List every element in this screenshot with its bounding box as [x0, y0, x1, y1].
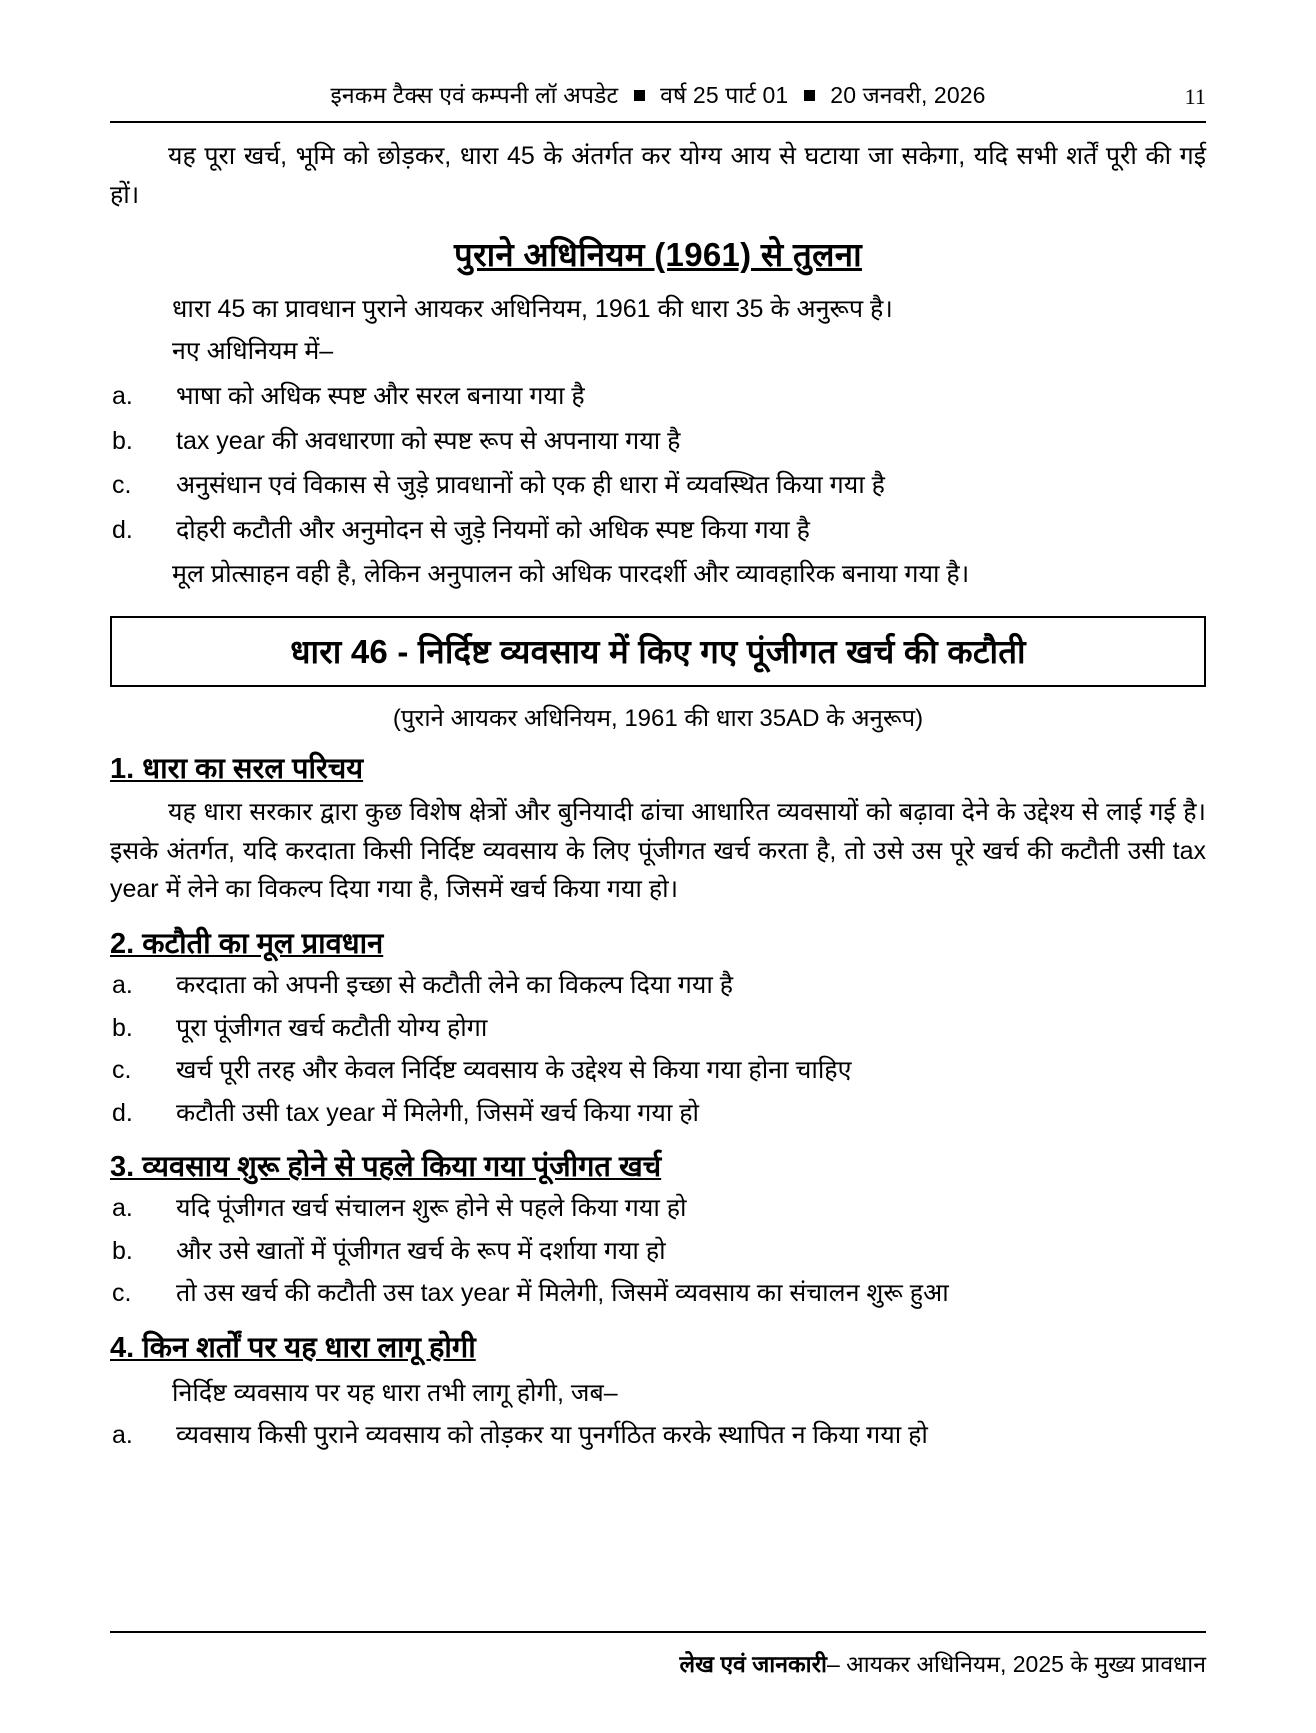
list-marker: d.	[112, 1098, 133, 1127]
list-item	[110, 1095, 1206, 1133]
header-title-line	[331, 78, 986, 110]
list-marker: b.	[112, 1013, 133, 1042]
list-item	[110, 1275, 1206, 1313]
list-marker: c.	[112, 471, 132, 499]
page-header	[110, 78, 1206, 110]
list-text: और उसे खातों में पूंजीगत खर्च के रूप में दर्शाया गया हो	[176, 1236, 666, 1265]
list-text: भाषा को अधिक स्पष्ट और सरल बनाया गया है	[176, 382, 585, 410]
list-marker: b.	[112, 426, 133, 455]
page-number: 11	[1184, 84, 1206, 109]
section-2-list	[110, 967, 1206, 1132]
list-text: दोहरी कटौती और अनुमोदन से जुड़े नियमों को अधिक स्पष्ट किया गया है	[176, 515, 810, 544]
list-item	[110, 1010, 1206, 1048]
footer-label: लेख एवं जानकारी	[679, 1651, 827, 1677]
comparison-lead-1: धारा 45 का प्रावधान पुराने आयकर अधिनियम, 1961 की धारा 35 के अनुरूप है।	[172, 294, 893, 323]
section-heading-1: 1. धारा का सरल परिचय	[110, 752, 364, 785]
list-text: कटौती उसी tax year में मिलेगी, जिसमें खर्च किया गया हो	[176, 1098, 699, 1127]
list-text: करदाता को अपनी इच्छा से कटौती लेने का विकल्प दिया गया है	[176, 971, 734, 999]
header-divider	[110, 121, 1206, 123]
section-4-list	[110, 1417, 1206, 1455]
footer-text	[110, 1647, 1206, 1679]
header-title-left: इनकम टैक्स एवं कम्पनी लॉ अपडेट	[330, 82, 619, 108]
list-text: तो उस खर्च की कटौती उस tax year में मिलेगी, जिसमें व्यवसाय का संचालन शुरू हुआ	[176, 1279, 949, 1307]
list-text: tax year की अवधारणा को स्पष्ट रूप से अपनाया गया है	[176, 426, 681, 455]
list-marker: c.	[112, 1056, 132, 1084]
list-marker: d.	[112, 515, 133, 544]
list-text: व्यवसाय किसी पुराने व्यवसाय को तोड़कर या पुनर्गठित करके स्थापित न किया गया हो	[176, 1421, 928, 1450]
intro-paragraph: यह पूरा खर्च, भूमि को छोड़कर, धारा 45 के अंतर्गत कर योग्य आय से घटाया जा सकेगा, यदि सभी शर्तें पूरी की गई हों।	[110, 142, 1206, 209]
section-46-box-title: धारा 46 - निर्दिष्ट व्यवसाय में किए गए पूंजीगत खर्च की कटौती	[110, 616, 1206, 687]
list-item	[110, 967, 1206, 1005]
section-heading-2: 2. कटौती का मूल प्रावधान	[110, 928, 384, 960]
comparison-lead-2: नए अधिनियम में–	[172, 337, 334, 366]
header-title-mid: वर्ष 25 पार्ट 01	[660, 82, 789, 108]
comparison-heading: पुराने अधिनियम (1961) से तुलना	[454, 235, 862, 273]
header-square-icon-1	[634, 90, 645, 101]
header-square-icon-2	[804, 90, 815, 101]
comparison-list	[110, 378, 1206, 549]
section-heading-3: 3. व्यवसाय शुरू होने से पहले किया गया पूंजीगत खर्च	[110, 1151, 662, 1183]
list-marker: a.	[112, 1194, 133, 1222]
list-text: खर्च पूरी तरह और केवल निर्दिष्ट व्यवसाय के उद्देश्य से किया गया होना चाहिए	[176, 1056, 852, 1084]
list-item	[110, 1233, 1206, 1271]
list-item	[110, 423, 1206, 461]
section-heading-4: 4. किन शर्तों पर यह धारा लागू होगी	[110, 1331, 476, 1364]
section-3-list	[110, 1190, 1206, 1313]
header-title-right: 20 जनवरी, 2026	[830, 82, 986, 108]
page-footer	[110, 1631, 1206, 1679]
list-text: यदि पूंजीगत खर्च संचालन शुरू होने से पहले किया गया हो	[176, 1194, 687, 1222]
list-item	[110, 378, 1206, 416]
section-46-subnote: (पुराने आयकर अधिनियम, 1961 की धारा 35AD के अनुरूप)	[392, 704, 924, 732]
list-marker: a.	[112, 382, 133, 410]
list-item	[110, 467, 1206, 505]
footer-divider	[110, 1631, 1206, 1633]
list-item	[110, 1052, 1206, 1090]
footer-rest: – आयकर अधिनियम, 2025 के मुख्य प्रावधान	[826, 1651, 1206, 1677]
list-item	[110, 512, 1206, 550]
comparison-closing: मूल प्रोत्साहन वही है, लेकिन अनुपालन को अधिक पारदर्शी और व्यावहारिक बनाया गया है।	[172, 560, 970, 588]
list-item	[110, 1190, 1206, 1228]
list-marker: c.	[112, 1279, 132, 1307]
section-4-paragraph: निर्दिष्ट व्यवसाय पर यह धारा तभी लागू होगी, जब–	[172, 1378, 618, 1407]
list-marker: a.	[112, 1421, 133, 1450]
list-item	[110, 1417, 1206, 1455]
section-1-paragraph: यह धारा सरकार द्वारा कुछ विशेष क्षेत्रों और बुनियादी ढांचा आधारित व्यवसायों को बढ़ावा देने के उद्देश्य से लाई गई है। इसके अंतर्गत, यदि करदाता किसी निर्दिष्ट व्यवसाय के लिए पूंजीगत खर्च करता है, तो उसे उस पूरे खर्च की कटौती उसी tax year में लेने का विकल्प दिया गया है, जिसमें खर्च किया गया हो।	[110, 797, 1206, 904]
list-text: पूरा पूंजीगत खर्च कटौती योग्य होगा	[176, 1013, 488, 1042]
list-marker: a.	[112, 971, 133, 999]
list-marker: b.	[112, 1236, 133, 1265]
list-text: अनुसंधान एवं विकास से जुड़े प्रावधानों को एक ही धारा में व्यवस्थित किया गया है	[176, 471, 885, 499]
